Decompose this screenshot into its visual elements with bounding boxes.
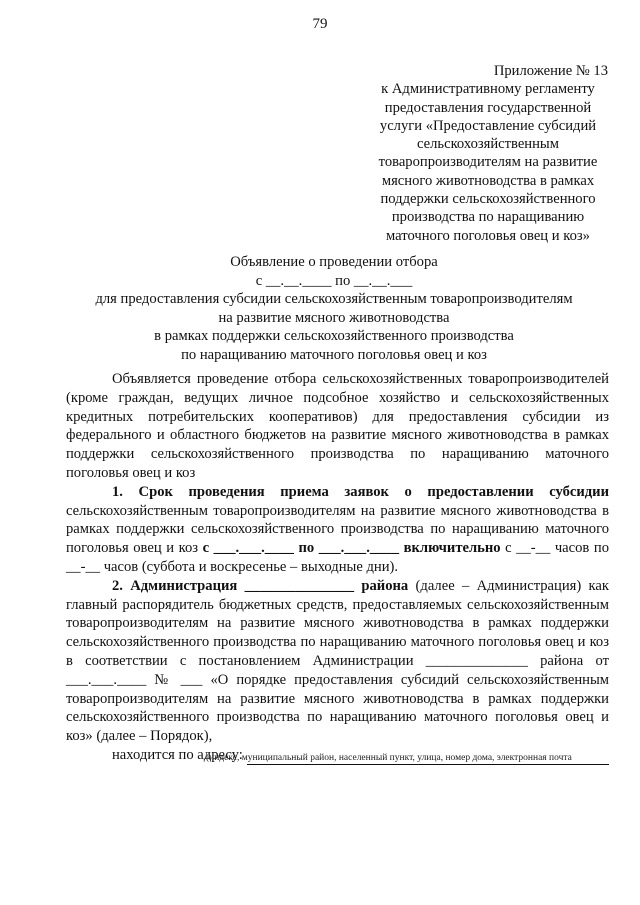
appendix-line: маточного поголовья овец и коз»	[386, 227, 590, 244]
appendix-line: Приложение № 13	[493, 63, 608, 79]
section-1-heading: 1. Срок проведения приема заявок о предоставлении субсидии	[112, 483, 609, 500]
section-2-text: (далее – Администрация) как главный распорядитель бюджетных средств, предоставляемых сельскохозяйственным товаропроизводителям на развитие мясного животноводства в рамках поддержки сельскохозяйственного производства по наращиванию маточного поголовья овец и коз в соответствии с постановлением Администрации ______________ района от ___.___.____ № ___ «О порядке предоставления субсидий сельскохозяйственным товаропроизводителям на развитие мясного животноводства в рамках поддержки сельскохозяйственного производства по наращиванию маточного поголовья овец и коз» (далее – Порядок),	[66, 577, 609, 745]
section-1-text: сельскохозяйственным товаропроизводителям на развитие мясного животноводства в рамках поддержки сельскохозяйственного производства по наращиванию маточного поголовья овец и коз	[66, 502, 609, 557]
address-caption: (индекс, муниципальный район, населенный пункт, улица, номер дома, электронная почта	[206, 753, 572, 763]
title-line: Объявление о проведении отбора	[230, 254, 438, 270]
document-body	[66, 370, 609, 765]
appendix-line: производства по наращиванию	[391, 209, 585, 226]
title-line: по наращиванию маточного поголовья овец и коз	[181, 346, 487, 363]
appendix-line: услуги «Предоставление субсидий	[379, 117, 597, 134]
title-line: на развитие мясного животноводства	[218, 309, 450, 326]
title-dates: с __.__.____ по __.__.___	[255, 272, 413, 289]
announcement-title	[60, 253, 608, 364]
title-line: для предоставления субсидии сельскохозяйственным товаропроизводителям	[95, 291, 573, 307]
intro-paragraph: Объявляется проведение отбора сельскохозяйственных товаропроизводителей (кроме граждан, ведущих личное подсобное хозяйство и сельскохозяйственных кредитных потребительских кооперативов) для предоставления субсидии из федерального и областного бюджетов на развитие мясного животноводства в рамках поддержки сельскохозяйственного производства по наращиванию маточного поголовья овец и коз	[66, 371, 609, 481]
appendix-header	[368, 62, 608, 245]
appendix-line: сельскохозяйственным	[417, 136, 559, 153]
appendix-line: поддержки сельскохозяйственного	[380, 191, 596, 208]
title-line: в рамках поддержки сельскохозяйственного производства	[154, 328, 514, 344]
section-2-heading: 2. Администрация _______________ района	[112, 577, 409, 594]
appendix-line: предоставления государственной	[384, 99, 592, 116]
appendix-line: к Административному регламенту	[381, 81, 595, 98]
appendix-line: товаропроизводителям на развитие	[378, 154, 598, 171]
section-1-paragraph	[66, 483, 609, 577]
section-2-paragraph	[66, 577, 609, 746]
section-1-hours: с __-__ часов по __-__ часов (суббота и воскресенье – выходные дни).	[66, 540, 609, 575]
address-label: находится по адресу:	[112, 746, 243, 763]
appendix-line: мясного животноводства в рамках	[381, 172, 595, 189]
section-1-dates: с ___.___.____ по ___.___.____ включительно	[202, 540, 501, 557]
page-number: 79	[312, 16, 328, 32]
